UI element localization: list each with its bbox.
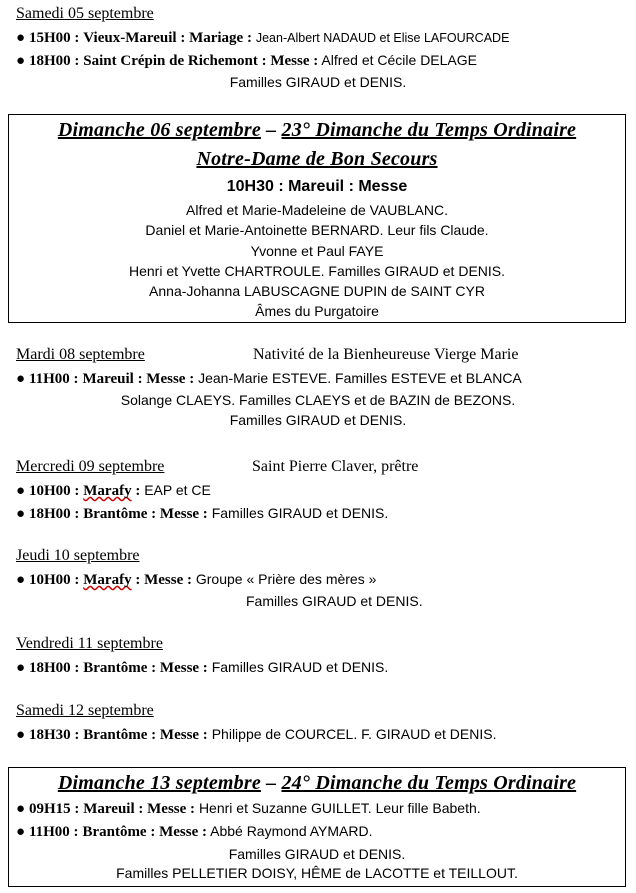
intention-line: Daniel et Marie-Antoinette BERNARD. Leur fils Claude. <box>145 222 489 238</box>
intention-line: Familles GIRAUD et DENIS. <box>246 593 423 609</box>
sunday-subtitle: Notre-Dame de Bon Secours <box>196 148 438 170</box>
day-heading-tue08: Mardi 08 septembre <box>16 346 145 363</box>
intention-line: Alfred et Marie-Madeleine de VAUBLANC. <box>186 202 448 218</box>
event-line: ● 10H00 : Marafy : EAP et CE <box>16 482 211 499</box>
sunday-box-06 <box>8 114 626 323</box>
day-heading-sat05: Samedi 05 septembre <box>16 5 154 22</box>
sunday-title: Dimanche 13 septembre – 24° Dimanche du Temps Ordinaire <box>57 772 577 794</box>
event-line: ● 18H00 : Saint Crépin de Richemont : Messe : Alfred et Cécile DELAGE <box>16 52 477 69</box>
intention-line: Anna-Johanna LABUSCAGNE DUPIN de SAINT CYR <box>149 283 485 299</box>
event-line: ● 18H00 : Brantôme : Messe : Familles GIRAUD et DENIS. <box>16 659 389 676</box>
event-line: ● 18H30 : Brantôme : Messe : Philippe de COURCEL. F. GIRAUD et DENIS. <box>16 726 497 743</box>
event-line: ● 09H15 : Mareuil : Messe : Henri et Suzanne GUILLET. Leur fille Babeth. <box>16 800 481 817</box>
day-heading-sat12: Samedi 12 septembre <box>16 702 154 719</box>
event-line: ● 11H00 : Brantôme : Messe : Abbé Raymond AYMARD. <box>16 823 373 840</box>
intention-line: Familles GIRAUD et DENIS. <box>229 412 407 428</box>
day-heading-wed09: Mercredi 09 septembre <box>16 458 165 475</box>
mass-heading: 10H30 : Mareuil : Messe <box>226 178 408 195</box>
sunday-box-13 <box>8 767 626 887</box>
day-heading-thu10: Jeudi 10 septembre <box>16 547 140 564</box>
day-heading-fri11: Vendredi 11 septembre <box>16 635 163 652</box>
intention-line: Yvonne et Paul FAYE <box>250 243 384 259</box>
event-line: ● 10H00 : Marafy : Messe : Groupe « Prière des mères » <box>16 571 377 588</box>
intention-line: Âmes du Purgatoire <box>255 303 379 319</box>
intention-line: Henri et Yvette CHARTROULE. Familles GIRAUD et DENIS. <box>128 263 506 279</box>
event-line: ● 11H00 : Mareuil : Messe : Jean-Marie ESTEVE. Familles ESTEVE et BLANCA <box>16 370 522 387</box>
event-line: ● 18H00 : Brantôme : Messe : Familles GIRAUD et DENIS. <box>16 505 389 522</box>
intention-line: Familles PELLETIER DOISY, HÊME de LACOTTE et TEILLOUT. <box>116 865 518 881</box>
event-line: ● 15H00 : Vieux-Mareuil : Mariage : Jean-Albert NADAUD et Elise LAFOURCADE <box>16 30 510 46</box>
intention-line: Familles GIRAUD et DENIS. <box>228 846 406 862</box>
feast-name: Saint Pierre Claver, prêtre <box>252 458 419 475</box>
feast-name: Nativité de la Bienheureuse Vierge Marie <box>253 346 519 363</box>
intention-line: Solange CLAEYS. Familles CLAEYS et de BAZIN de BEZONS. <box>120 392 516 408</box>
sunday-title: Dimanche 06 septembre – 23° Dimanche du Temps Ordinaire <box>57 119 577 141</box>
intention-line: Familles GIRAUD et DENIS. <box>229 74 407 90</box>
